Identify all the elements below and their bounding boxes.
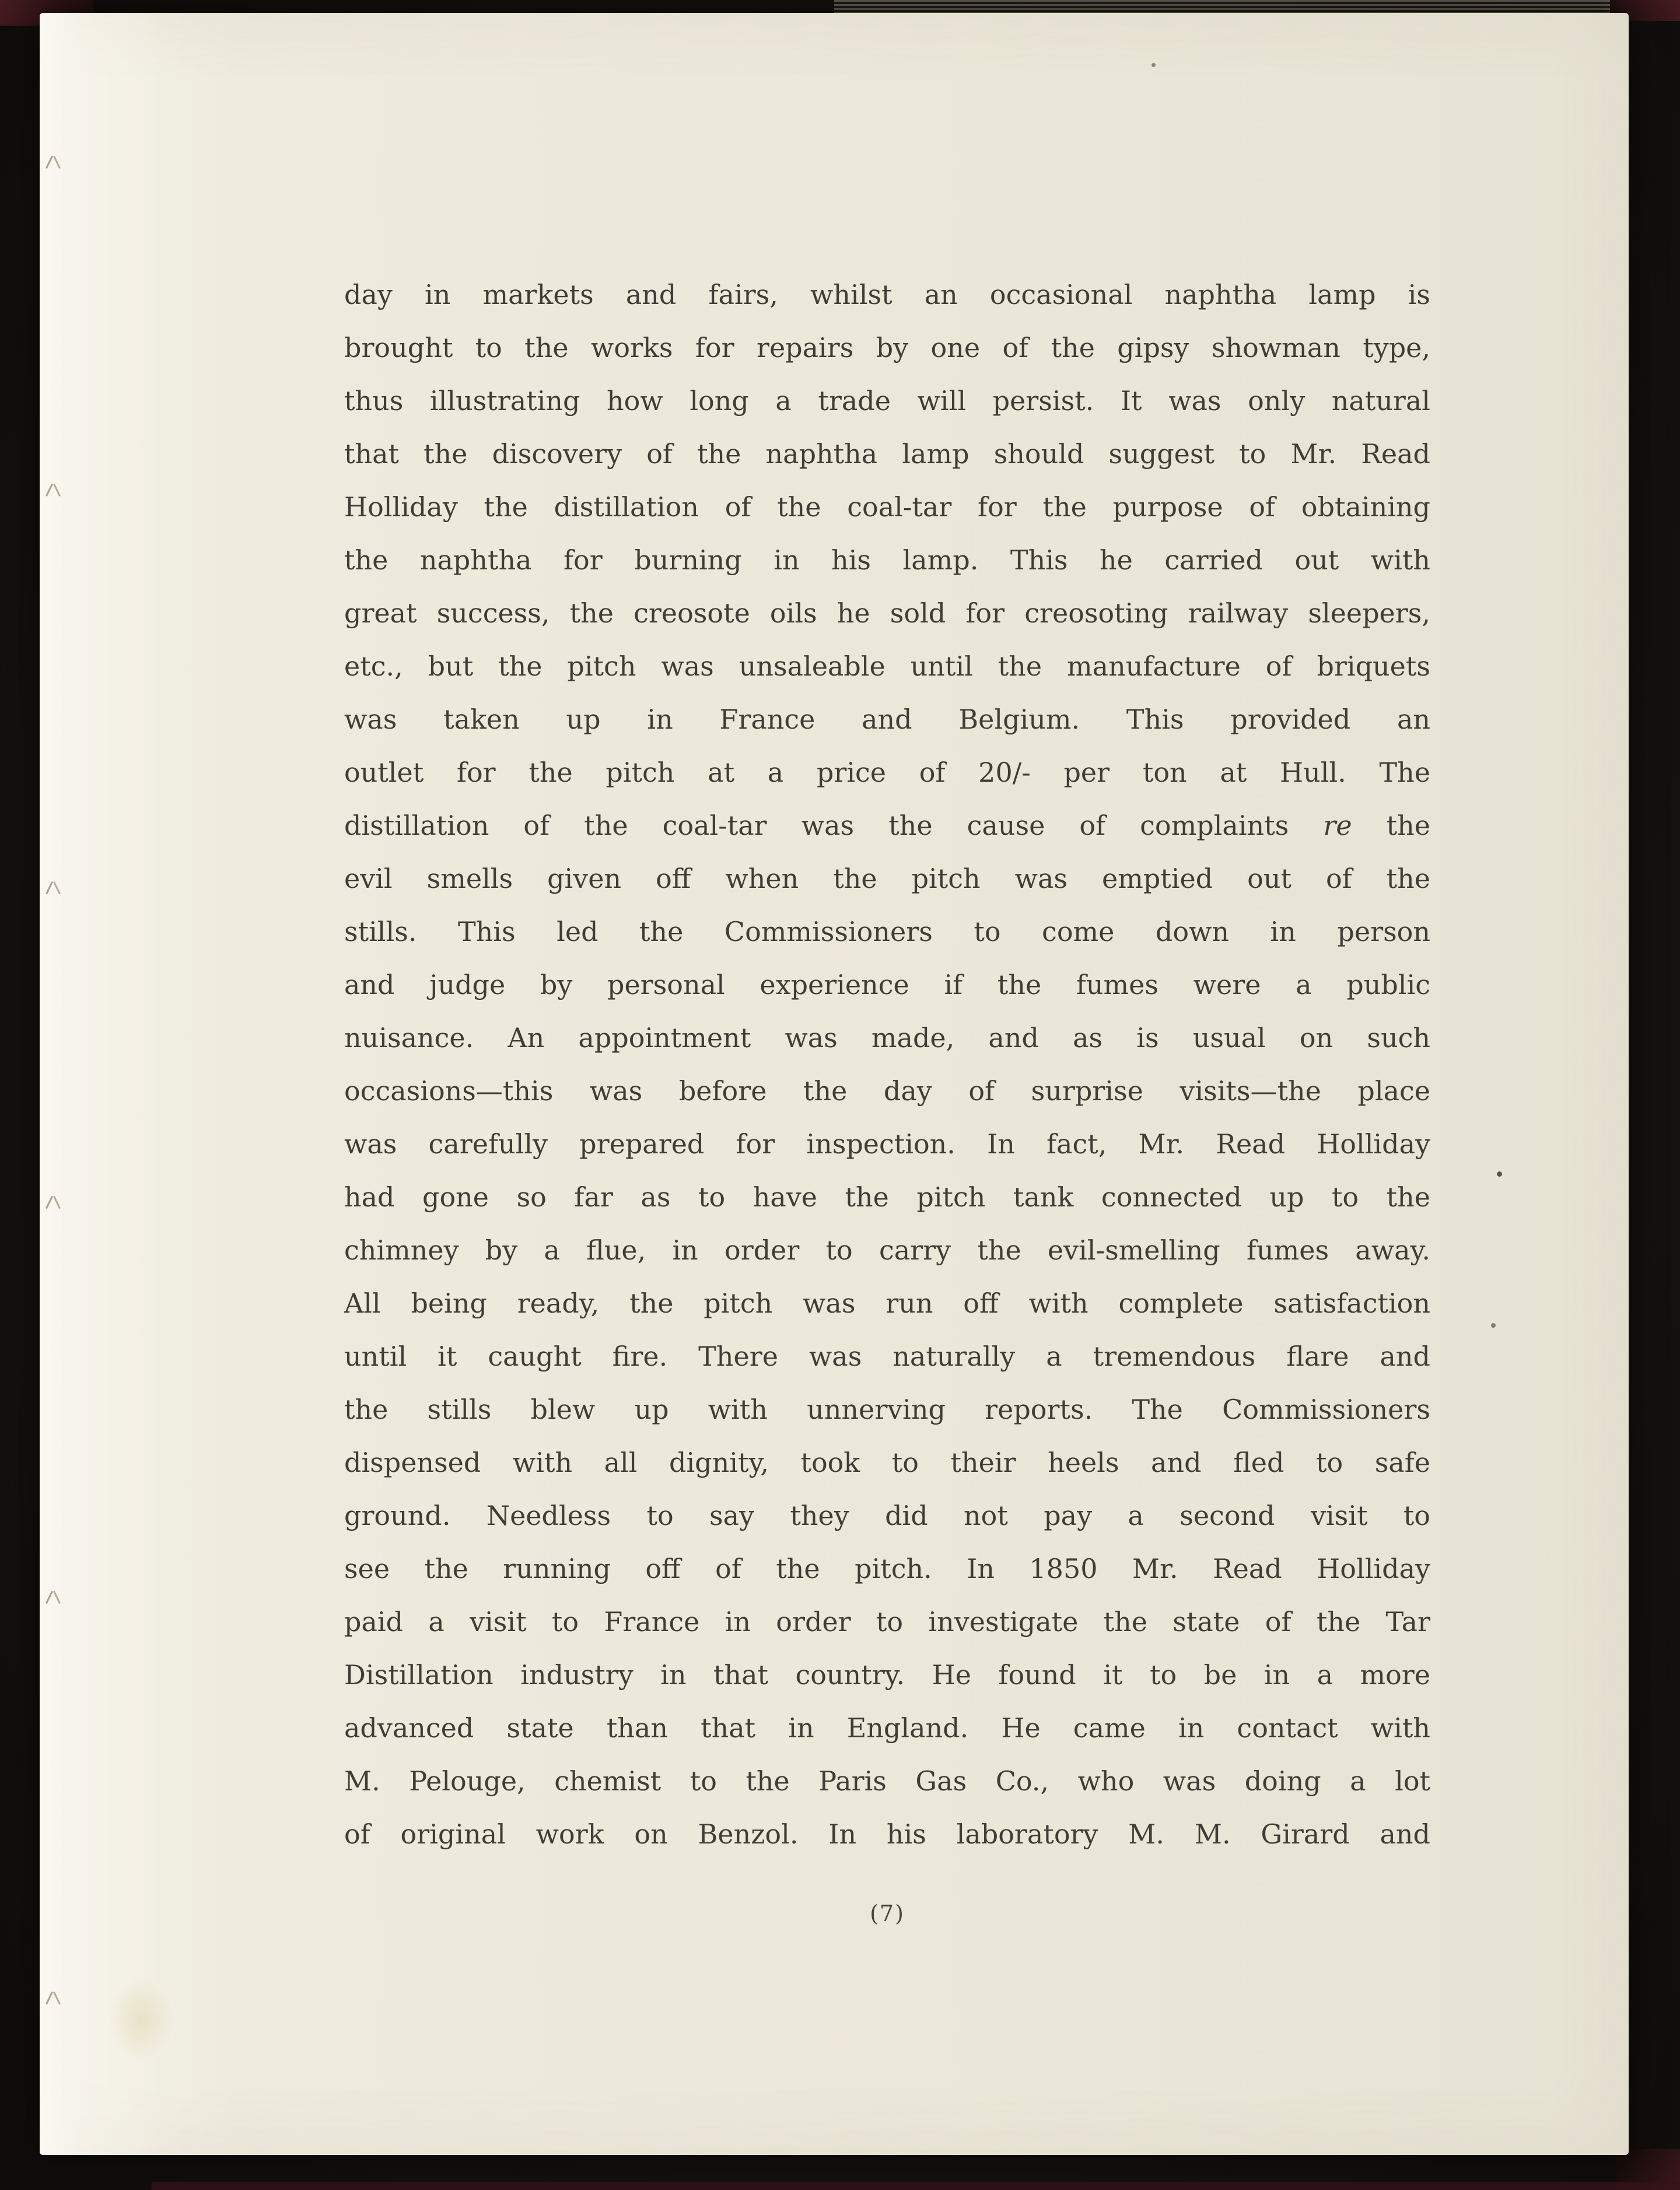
text-line <box>344 799 1430 852</box>
text-segment: that the discovery of the naphtha lamp should suggest to Mr. Read <box>344 438 1430 470</box>
text-line <box>344 640 1430 693</box>
text-segment: the stills blew up with unnerving reports. The Commissioners <box>344 1394 1430 1425</box>
text-segment: until it caught fire. There was naturally a tremendous flare and <box>344 1341 1430 1372</box>
scan-speck <box>1491 1323 1496 1328</box>
text-line <box>344 905 1430 958</box>
text-segment: the <box>1352 810 1430 841</box>
text-line <box>344 481 1430 534</box>
text-segment: was carefully prepared for inspection. In fact, Mr. Read Holliday <box>344 1128 1430 1160</box>
text-segment: distillation of the coal-tar was the cause of complaints <box>344 810 1324 841</box>
text-segment: All being ready, the pitch was run off with complete satisfaction <box>344 1288 1430 1319</box>
text-segment: Distillation industry in that country. He found it to be in a more <box>344 1659 1430 1691</box>
text-segment: thus illustrating how long a trade will persist. It was only natural <box>344 385 1430 417</box>
page-stack-edge <box>834 0 1610 13</box>
text-segment: etc., but the pitch was unsaleable until the manufacture of briquets <box>344 650 1430 682</box>
text-segment: was taken up in France and Belgium. This provided an <box>344 704 1430 735</box>
text-segment: see the running off of the pitch. In 1850 Mr. Read Holliday <box>344 1553 1430 1584</box>
scan-speck <box>1152 63 1156 67</box>
text-line <box>344 375 1430 428</box>
page-number: (7) <box>870 1901 905 1926</box>
text-line <box>344 1596 1430 1649</box>
cover-bottom-edge <box>152 2182 1680 2190</box>
text-line <box>344 1330 1430 1383</box>
text-segment: paid a visit to France in order to investigate the state of the Tar <box>344 1606 1430 1638</box>
text-segment: occasions—this was before the day of surprise visits—the place <box>344 1075 1430 1107</box>
text-line <box>344 1649 1430 1702</box>
text-line <box>344 534 1430 587</box>
text-segment: Holliday the distillation of the coal-tar for the purpose of obtaining <box>344 491 1430 523</box>
text-line <box>344 1542 1430 1596</box>
text-segment: had gone so far as to have the pitch tank connected up to the <box>344 1181 1430 1213</box>
text-line <box>344 1489 1430 1542</box>
text-line <box>344 1383 1430 1436</box>
binding-edge <box>40 13 162 2155</box>
text-line <box>344 1171 1430 1224</box>
text-segment: of original work on Benzol. In his laboratory M. M. Girard and <box>344 1818 1430 1850</box>
text-line <box>344 1012 1430 1065</box>
text-line <box>344 428 1430 481</box>
text-segment: evil smells given off when the pitch was emptied out of the <box>344 863 1430 894</box>
text-segment: nuisance. An appointment was made, and as is usual on such <box>344 1022 1430 1054</box>
text-segment: ground. Needless to say they did not pay a second visit to <box>344 1500 1430 1531</box>
text-line <box>344 1808 1430 1861</box>
text-line <box>344 746 1430 799</box>
text-line <box>344 587 1430 640</box>
scan-speck <box>1497 1171 1502 1177</box>
text-line <box>344 852 1430 905</box>
text-line <box>344 1224 1430 1277</box>
text-line <box>344 321 1430 375</box>
text-segment: dispensed with all dignity, took to their heels and fled to safe <box>344 1447 1430 1478</box>
text-segment: and judge by personal experience if the fumes were a public <box>344 969 1430 1000</box>
text-line <box>344 1065 1430 1118</box>
stitch-mark <box>44 153 63 174</box>
stitch-mark <box>44 879 63 900</box>
text-line <box>344 1118 1430 1171</box>
page-stain <box>108 1979 173 2060</box>
text-segment: advanced state than that in England. He came in contact with <box>344 1712 1430 1744</box>
text-segment: M. Pelouge, chemist to the Paris Gas Co., who was doing a lot <box>344 1765 1430 1797</box>
text-line <box>344 693 1430 746</box>
text-line <box>344 1277 1430 1330</box>
text-line <box>344 958 1430 1012</box>
text-segment: day in markets and fairs, whilst an occasional naphtha lamp is <box>344 279 1430 310</box>
stitch-mark <box>44 481 63 502</box>
text-segment: brought to the works for repairs by one of the gipsy showman type, <box>344 332 1430 363</box>
italic-word: re <box>1323 810 1352 841</box>
text-segment: stills. This led the Commissioners to come down in person <box>344 916 1430 947</box>
text-line <box>344 268 1430 321</box>
text-segment: great success, the creosote oils he sold for creosoting railway sleepers, <box>344 597 1430 629</box>
stitch-mark <box>44 1989 63 2010</box>
text-segment: chimney by a flue, in order to carry the evil-smelling fumes away. <box>344 1234 1430 1266</box>
text-segment: the naphtha for burning in his lamp. This he carried out with <box>344 544 1430 576</box>
stitch-mark <box>44 1193 63 1214</box>
stitch-mark <box>44 1588 63 1609</box>
page-text <box>344 268 1430 1861</box>
text-line <box>344 1702 1430 1755</box>
text-line <box>344 1436 1430 1489</box>
text-segment: outlet for the pitch at a price of 20/- per ton at Hull. The <box>344 757 1430 788</box>
book-page <box>40 13 1629 2155</box>
text-line <box>344 1755 1430 1808</box>
